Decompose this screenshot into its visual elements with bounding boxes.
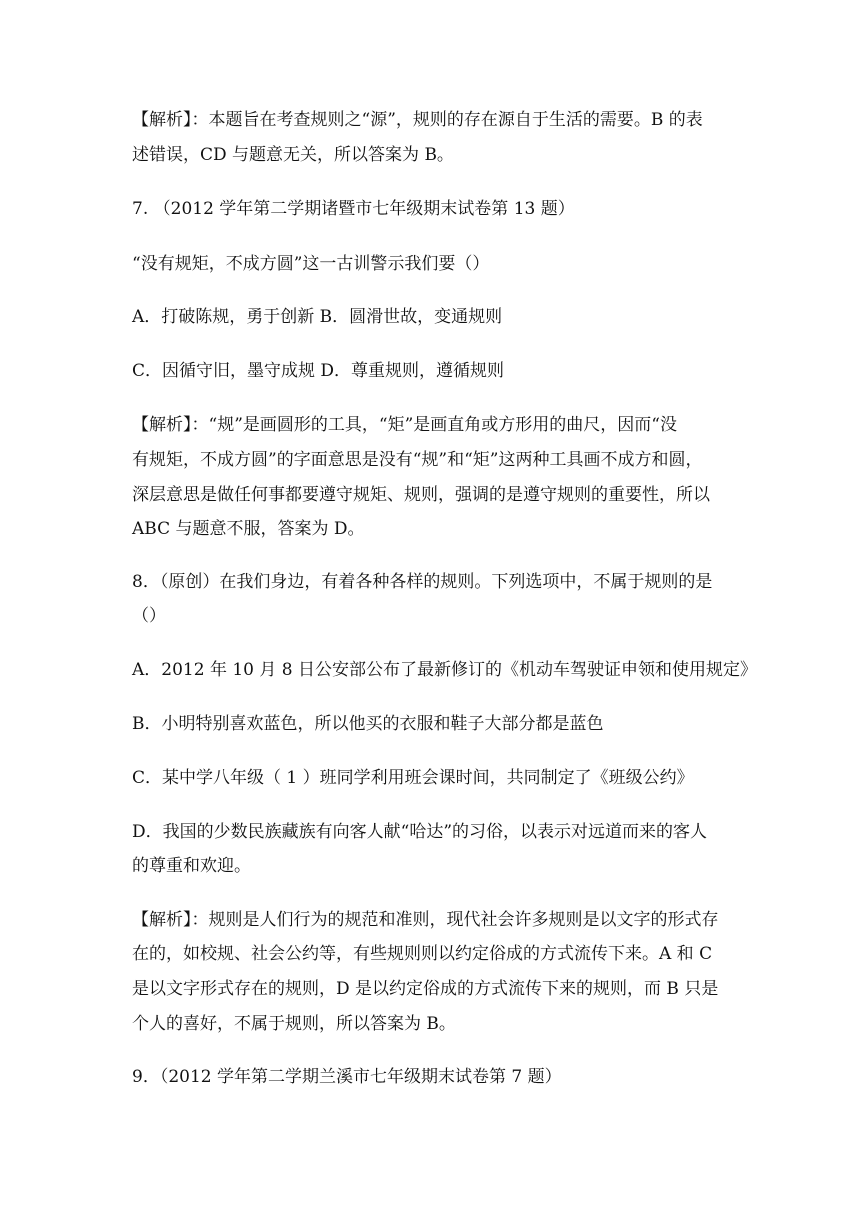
question-7-source: 7. （2012 学年第二学期诸暨市七年级期末试卷第 13 题） [132,199,575,219]
analysis-7-line-1: 【解析】：“规”是画圆形的工具，“矩”是画直角或方形用的曲尺，因而“没 [132,415,677,435]
analysis-8-line-3: 是以文字形式存在的规则，D 是以约定俗成的方式流传下来的规则，而 B 只是 [132,979,719,999]
analysis-7-line-2: 有规矩，不成方圆”的字面意思是没有“规”和“矩”这两种工具画不成方和圆， [132,450,703,470]
analysis-6-line-1: 【解析】：本题旨在考查规则之“源”，规则的存在源自于生活的需要。B 的表 [132,110,703,130]
question-8-option-a: A．2012 年 10 月 8 日公安部公布了最新修订的《机动车驾驶证申领和使用规定》 [132,660,758,680]
question-8-option-d-line-1: D．我国的少数民族藏族有向客人献“哈达”的习俗，以表示对远道而来的客人 [132,822,708,842]
question-8-stem-line-1: 8．（原创）在我们身边，有着各种各样的规则。下列选项中，不属于规则的是 [132,572,713,592]
analysis-6-line-2: 述错误，CD 与题意无关，所以答案为 B。 [132,145,454,165]
analysis-7-line-4: ABC 与题意不服，答案为 D。 [132,519,365,539]
question-9-source: 9．（2012 学年第二学期兰溪市七年级期末试卷第 7 题） [132,1067,562,1087]
analysis-8-line-4: 个人的喜好，不属于规则，所以答案为 B。 [132,1014,456,1034]
analysis-7-line-3: 深层意思是做任何事都要遵守规矩、规则，强调的是遵守规则的重要性，所以 [132,485,710,505]
analysis-8-line-2: 在的，如校规、社会公约等，有些规则则以约定俗成的方式流传下来。A 和 C [132,944,713,964]
question-7-options-ab: A．打破陈规，勇于创新 B．圆滑世故，变通规则 [132,307,503,327]
question-8-option-d-line-2: 的尊重和欢迎。 [132,856,251,876]
question-8-option-b: B．小明特别喜欢蓝色，所以他买的衣服和鞋子大部分都是蓝色 [132,714,604,734]
analysis-8-line-1: 【解析】：规则是人们行为的规范和准则，现代社会许多规则是以文字的形式存 [132,910,719,930]
question-8-option-c: C．某中学八年级（ 1 ）班同学利用班会课时间，共同制定了《班级公约》 [132,768,694,788]
question-7-options-cd: C．因循守旧，墨守成规 D．尊重规则，遵循规则 [132,361,505,381]
question-7-stem: “没有规矩，不成方圆”这一古训警示我们要（） [132,254,490,274]
question-8-stem-line-2: （） [132,606,166,626]
